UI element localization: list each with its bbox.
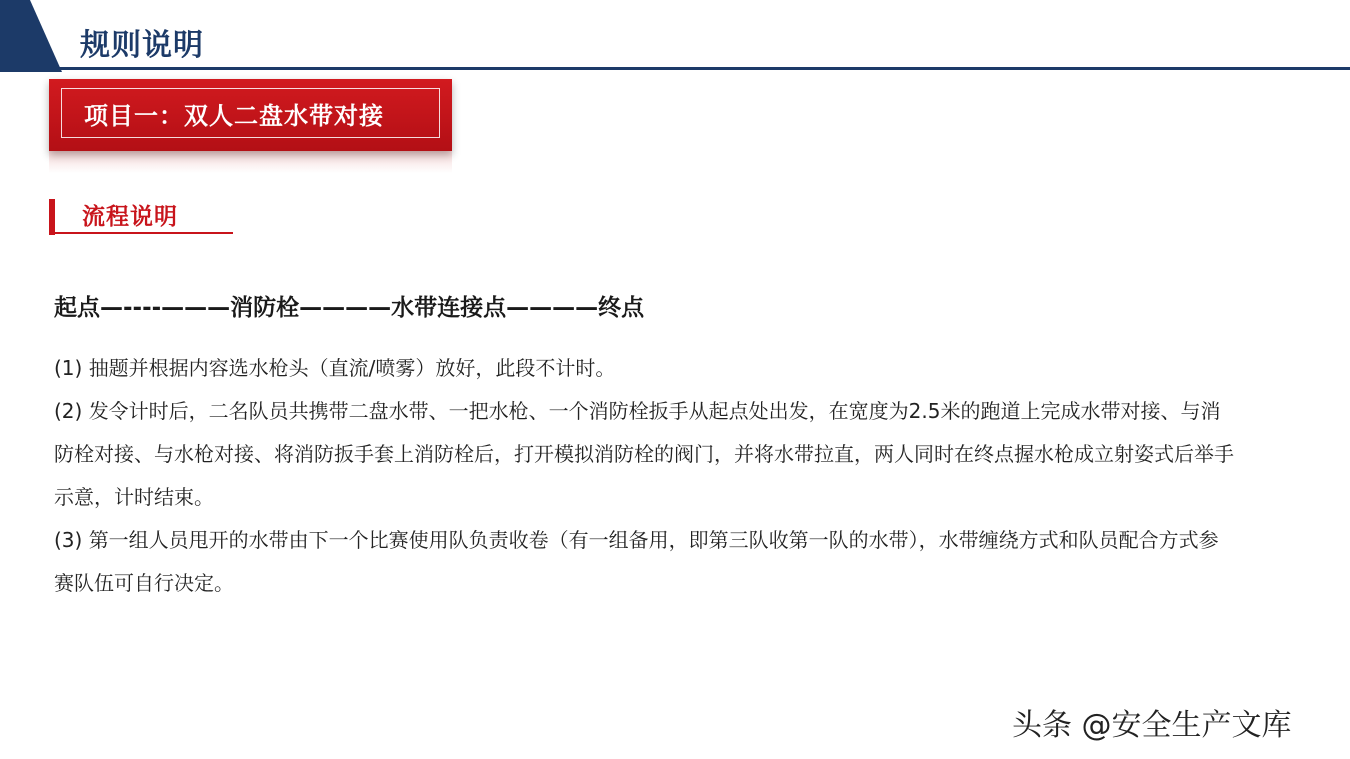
section-underline — [49, 232, 233, 234]
rule-paragraph-2: (2) 发令计时后，二名队员共携带二盘水带、一把水枪、一个消防栓扳手从起点处出发，在宽度为2.5米的跑道上完成水带对接、与消防栓对接、与水枪对接、将消防扳手套上消防栓后，打开模拟消防栓的阀门，并将水带拉直，两人同时在终点握水枪成立射姿式后举手示意，计时结束。 — [54, 399, 1234, 509]
page-title: 规则说明 — [80, 28, 204, 63]
project-banner — [49, 79, 452, 151]
project-banner-reflection — [49, 151, 452, 173]
section-marker-bar — [49, 199, 55, 235]
project-banner-frame — [61, 88, 440, 138]
rules-body — [54, 347, 1234, 605]
rule-paragraph-3: (3) 第一组人员甩开的水带由下一个比赛使用队负责收卷（有一组备用，即第三队收第一队的水带），水带缠绕方式和队员配合方式参赛队伍可自行决定。 — [54, 528, 1219, 595]
header-corner-triangle — [0, 0, 62, 72]
title-divider — [52, 67, 1350, 70]
flow-route: 起点—----———消防栓————水带连接点————终点 — [54, 295, 645, 321]
rule-paragraph-1: (1) 抽题并根据内容选水枪头（直流/喷雾）放好，此段不计时。 — [54, 356, 616, 380]
section-title: 流程说明 — [82, 204, 178, 230]
watermark: 头条 @安全生产文库 — [1012, 708, 1292, 743]
project-title: 项目一：双人二盘水带对接 — [84, 101, 384, 130]
